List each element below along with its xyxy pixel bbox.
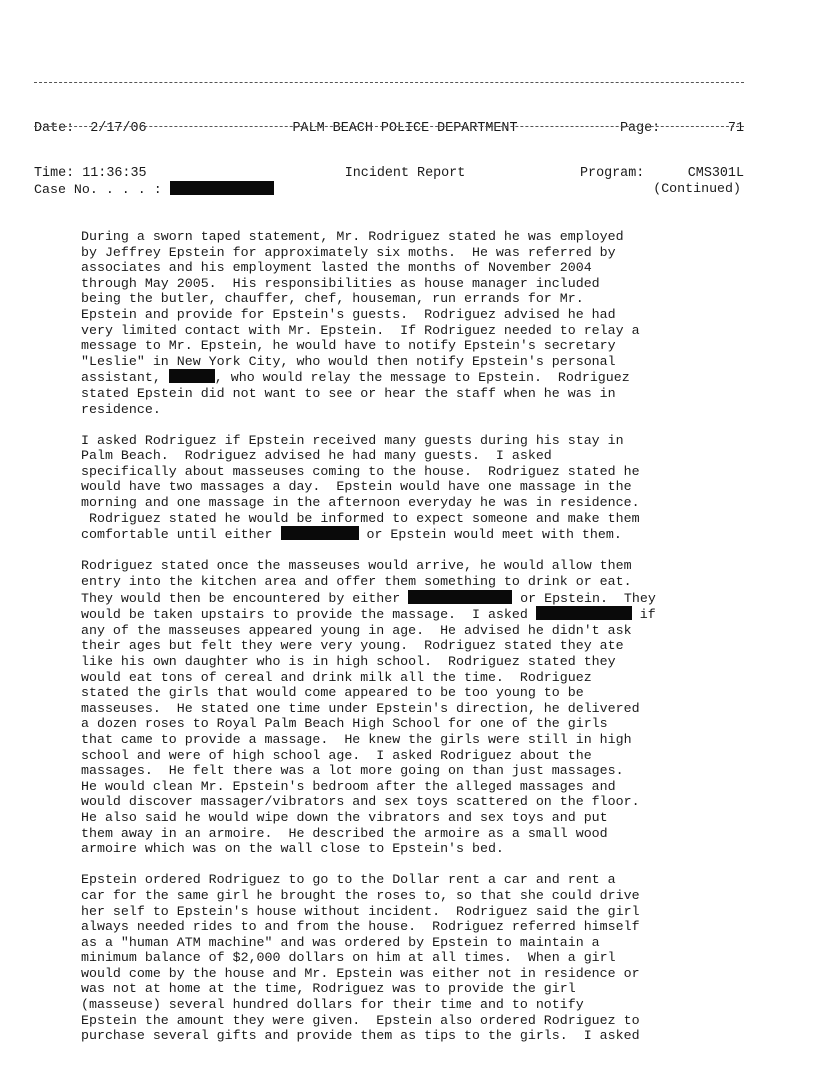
text-line: stated Epstein did not want to see or hear the staff when he was in xyxy=(81,385,616,401)
redaction-bar xyxy=(281,526,359,540)
text-line: associates and his employment lasted the months of November 2004 xyxy=(81,260,592,276)
text-line: would be taken upstairs to provide the massage. I asked if xyxy=(81,607,656,623)
report-type: Incident Report xyxy=(344,166,466,181)
text-line: He would clean Mr. Epstein's bedroom after the alleged massages and xyxy=(81,778,616,794)
case-number-redaction xyxy=(170,181,274,195)
text-line: morning and one massage in the afternoon everyday he was in residence. xyxy=(81,495,640,511)
text-line: any of the masseuses appeared young in age. He advised he didn't ask xyxy=(81,622,632,638)
text-line: would discover massager/vibrators and sex toys scattered on the floor. xyxy=(81,794,640,810)
text-line: purchase several gifts and provide them as tips to the girls. I asked xyxy=(81,1028,640,1044)
text-line: Rodriguez stated he would be informed to expect someone and make them xyxy=(81,510,640,526)
paragraph xyxy=(81,433,741,543)
continued-label: (Continued) xyxy=(653,181,741,197)
header-top-rule xyxy=(34,82,744,83)
paragraph xyxy=(81,229,741,417)
report-body xyxy=(34,150,741,1091)
text-line: Rodriguez stated once the masseuses would arrive, he would allow them xyxy=(81,558,632,574)
text-line: would eat tons of cereal and drink milk all the time. Rodriguez xyxy=(81,669,592,685)
text-line: During a sworn taped statement, Mr. Rodriguez stated he was employed xyxy=(81,228,624,244)
text-line: armoire which was on the wall close to Epstein's bed. xyxy=(81,841,504,857)
redaction-bar xyxy=(408,590,512,604)
text-line: would have two massages a day. Epstein would have one massage in the xyxy=(81,479,632,495)
program-code: CMS301L xyxy=(687,166,744,181)
text-line: They would then be encountered by either or Epstein. They xyxy=(81,590,656,606)
text-line: minimum balance of $2,000 dollars on him at all times. When a girl xyxy=(81,950,616,966)
text-line: masseuses. He stated one time under Epstein's direction, he delivered xyxy=(81,700,640,716)
text-line: a dozen roses to Royal Palm Beach High School for one of the girls xyxy=(81,716,608,732)
time-value: 11:36:35 xyxy=(82,166,147,181)
text-line: through May 2005. His responsibilities as house manager included xyxy=(81,275,600,291)
text-line: massages. He felt there was a lot more going on than just massages. xyxy=(81,763,624,779)
text-line: entry into the kitchen area and offer them something to drink or eat. xyxy=(81,574,632,590)
date-label: Date: xyxy=(34,121,75,136)
text-line: residence. xyxy=(81,401,161,417)
redaction-bar xyxy=(169,369,215,383)
text-line: assistant, , who would relay the message to Epstein. Rodriguez xyxy=(81,370,630,386)
paragraph xyxy=(81,558,741,856)
text-line: I asked Rodriguez if Epstein received many guests during his stay in xyxy=(81,432,624,448)
page-label: Page: xyxy=(620,121,661,136)
text-line: always needed rides to and from the house. Rodriguez referred himself xyxy=(81,919,640,935)
text-line: (masseuse) several hundred dollars for their time and to notify xyxy=(81,997,584,1013)
text-line: her self to Epstein's house without incident. Rodriguez said the girl xyxy=(81,903,640,919)
page-number: 71 xyxy=(727,121,744,136)
case-number-label: Case No. . . . : xyxy=(34,182,162,198)
paragraph xyxy=(81,872,741,1044)
text-line: message to Mr. Epstein, he would have to notify Epstein's secretary xyxy=(81,338,616,354)
text-line: He also said he would wipe down the vibrators and sex toys and put xyxy=(81,809,608,825)
text-line: specifically about masseuses coming to the house. Rodriguez stated he xyxy=(81,463,640,479)
time-label: Time: xyxy=(34,166,75,181)
redaction-bar xyxy=(536,606,632,620)
text-line: by Jeffrey Epstein for approximately six moths. He was referred by xyxy=(81,244,616,260)
text-line: Palm Beach. Rodriguez advised he had many guests. I asked xyxy=(81,448,552,464)
text-line: like his own daughter who is in high school. Rodriguez stated they xyxy=(81,654,616,669)
date-value: 2/17/06 xyxy=(90,121,147,136)
program-label: Program: xyxy=(580,166,645,181)
header-bottom-rule xyxy=(34,126,744,127)
narrative xyxy=(81,229,741,1044)
text-line: "Leslie" in New York City, who would then notify Epstein's personal xyxy=(81,353,616,369)
text-line: being the butler, chauffer, chef, houseman, run errands for Mr. xyxy=(81,291,584,307)
text-line: school and were of high school age. I asked Rodriguez about the xyxy=(81,747,592,763)
text-line: their ages but felt they were very young. Rodriguez stated they ate xyxy=(81,638,624,654)
text-line: them away in an armoire. He described the armoire as a small wood xyxy=(81,825,608,841)
text-line: as a "human ATM machine" and was ordered by Epstein to maintain a xyxy=(81,934,600,950)
text-line: Epstein ordered Rodriguez to go to the Dollar rent a car and rent a xyxy=(81,872,616,888)
text-line: car for the same girl he brought the roses to, so that she could drive xyxy=(81,887,640,903)
text-line: that came to provide a massage. He knew the girls were still in high xyxy=(81,731,632,747)
text-line: was not at home at the time, Rodriguez was to provide the girl xyxy=(81,981,576,997)
case-line xyxy=(34,181,741,198)
text-line: would come by the house and Mr. Epstein was either not in residence or xyxy=(81,965,640,981)
department-name: PALM BEACH POLICE DEPARTMENT xyxy=(292,121,518,136)
text-line: Epstein and provide for Epstein's guests. Rodriguez advised he had xyxy=(81,306,616,322)
text-line: Epstein the amount they were given. Epstein also ordered Rodriguez to xyxy=(81,1012,640,1028)
text-line: very limited contact with Mr. Epstein. If Rodriguez needed to relay a xyxy=(81,322,640,338)
text-line: comfortable until either or Epstein would meet with them. xyxy=(81,527,622,543)
text-line: stated the girls that would come appeared to be too young to be xyxy=(81,685,584,701)
